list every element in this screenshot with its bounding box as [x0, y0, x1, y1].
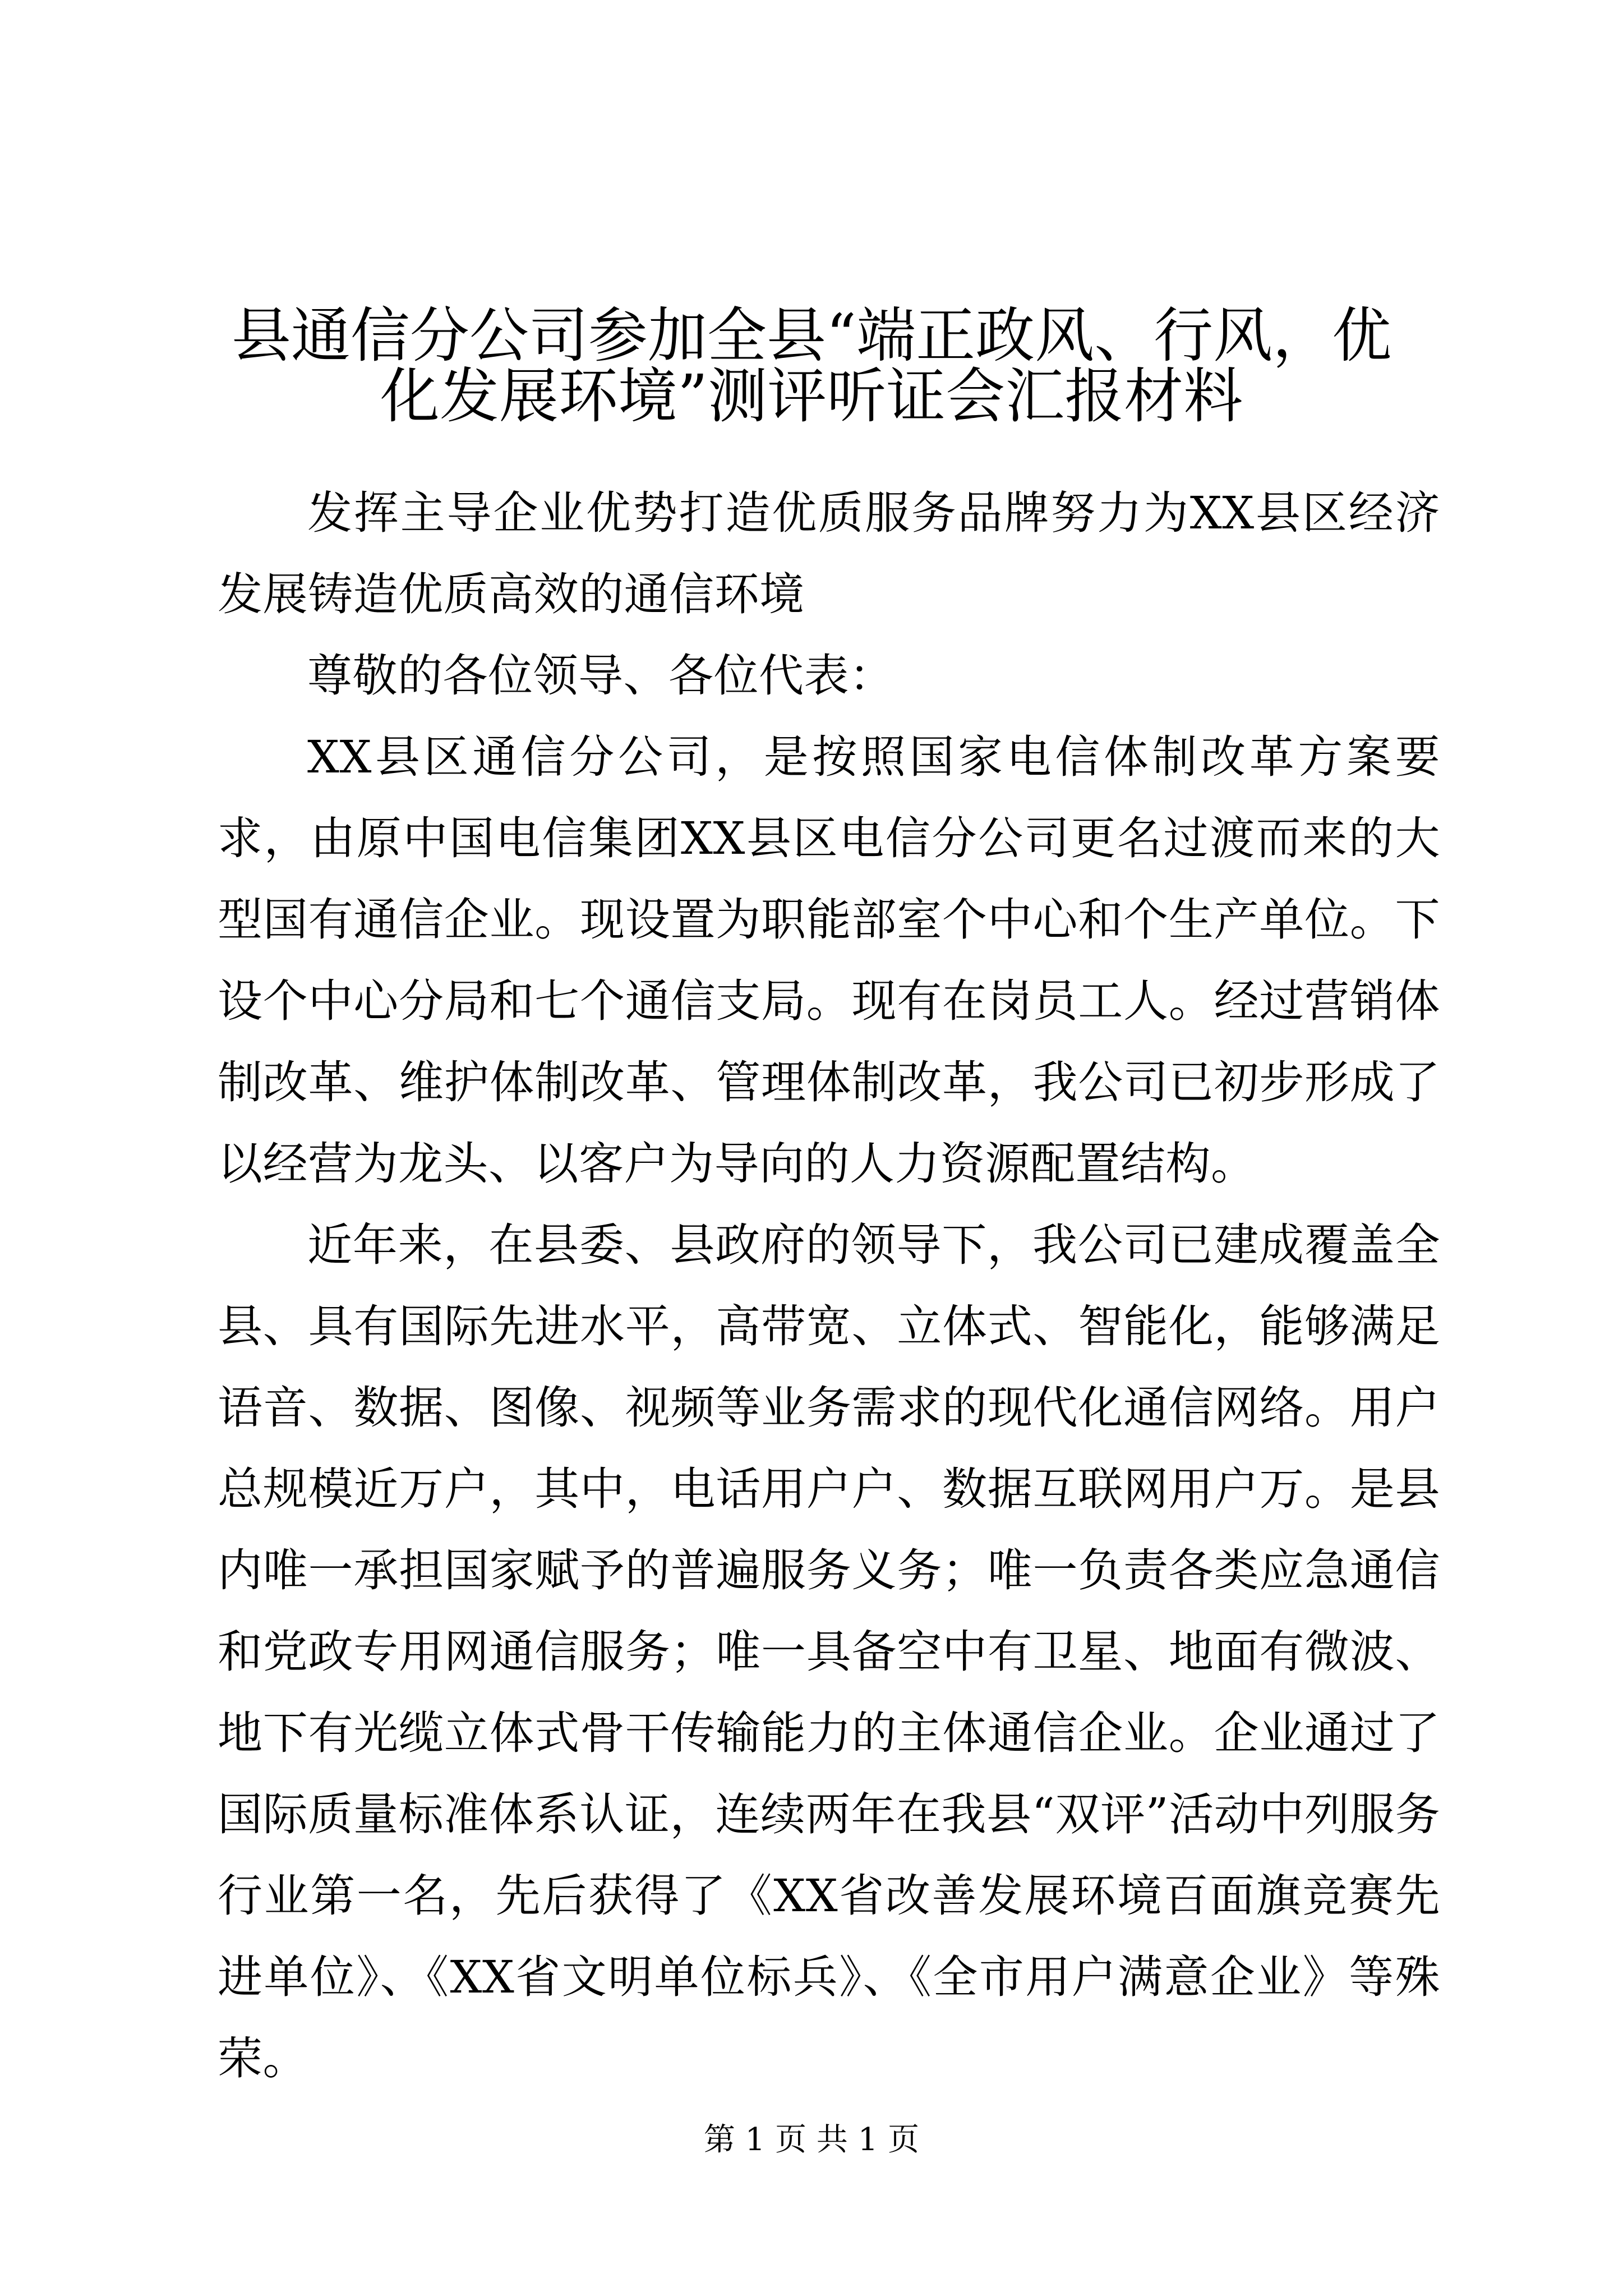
title-line-1: 县通信分公司参加全县“端正政风、行风，优 [231, 301, 1392, 370]
salutation-paragraph: 尊敬的各位领导、各位代表： [307, 650, 895, 702]
company-intro-paragraph: XX县区通信分公司，是按照国家电信体制改革方案要求，由原中国电信集团XX县区电信分公司更名过渡而来的大型国有通信企业。现设置为职能部室个中心和个生产单位。下设个中心分局和七个通信支局。现有在岗员工人。经过营销体制改革、维护体制改革、管理体制改革，我公司已初步形成了以经营为龙头、以客户为导向的人力资源配置结构。 [218, 731, 1440, 1190]
achievements-paragraph: 近年来，在县委、县政府的领导下，我公司已建成覆盖全县、具有国际先进水平，高带宽、立体式、智能化，能够满足语音、数据、图像、视频等业务需求的现代化通信网络。用户总规模近万户，其中，电话用户户、数据互联网用户万。是县内唯一承担国家赋予的普遍服务义务；唯一负责各类应急通信和党政专用网通信服务；唯一具备空中有卫星、地面有微波、地下有光缆立体式骨干传输能力的主体通信企业。企业通过了国际质量标准体系认证，连续两年在我县“双评”活动中列服务行业第一名，先后获得了《XX省改善发展环境百面旗竞赛先进单位》、《XX省文明单位标兵》、《全市用户满意企业》等殊荣。 [218, 1219, 1440, 2085]
subtitle-paragraph: 发挥主导企业优势打造优质服务品牌努力为XX县区经济发展铸造优质高效的通信环境 [218, 487, 1440, 620]
document-title [185, 301, 1438, 431]
page-footer: 第 1 页 共 1 页 [703, 2122, 920, 2158]
document-body [218, 472, 1440, 2099]
title-line-2: 化发展环境”测评听证会汇报材料 [380, 362, 1243, 431]
